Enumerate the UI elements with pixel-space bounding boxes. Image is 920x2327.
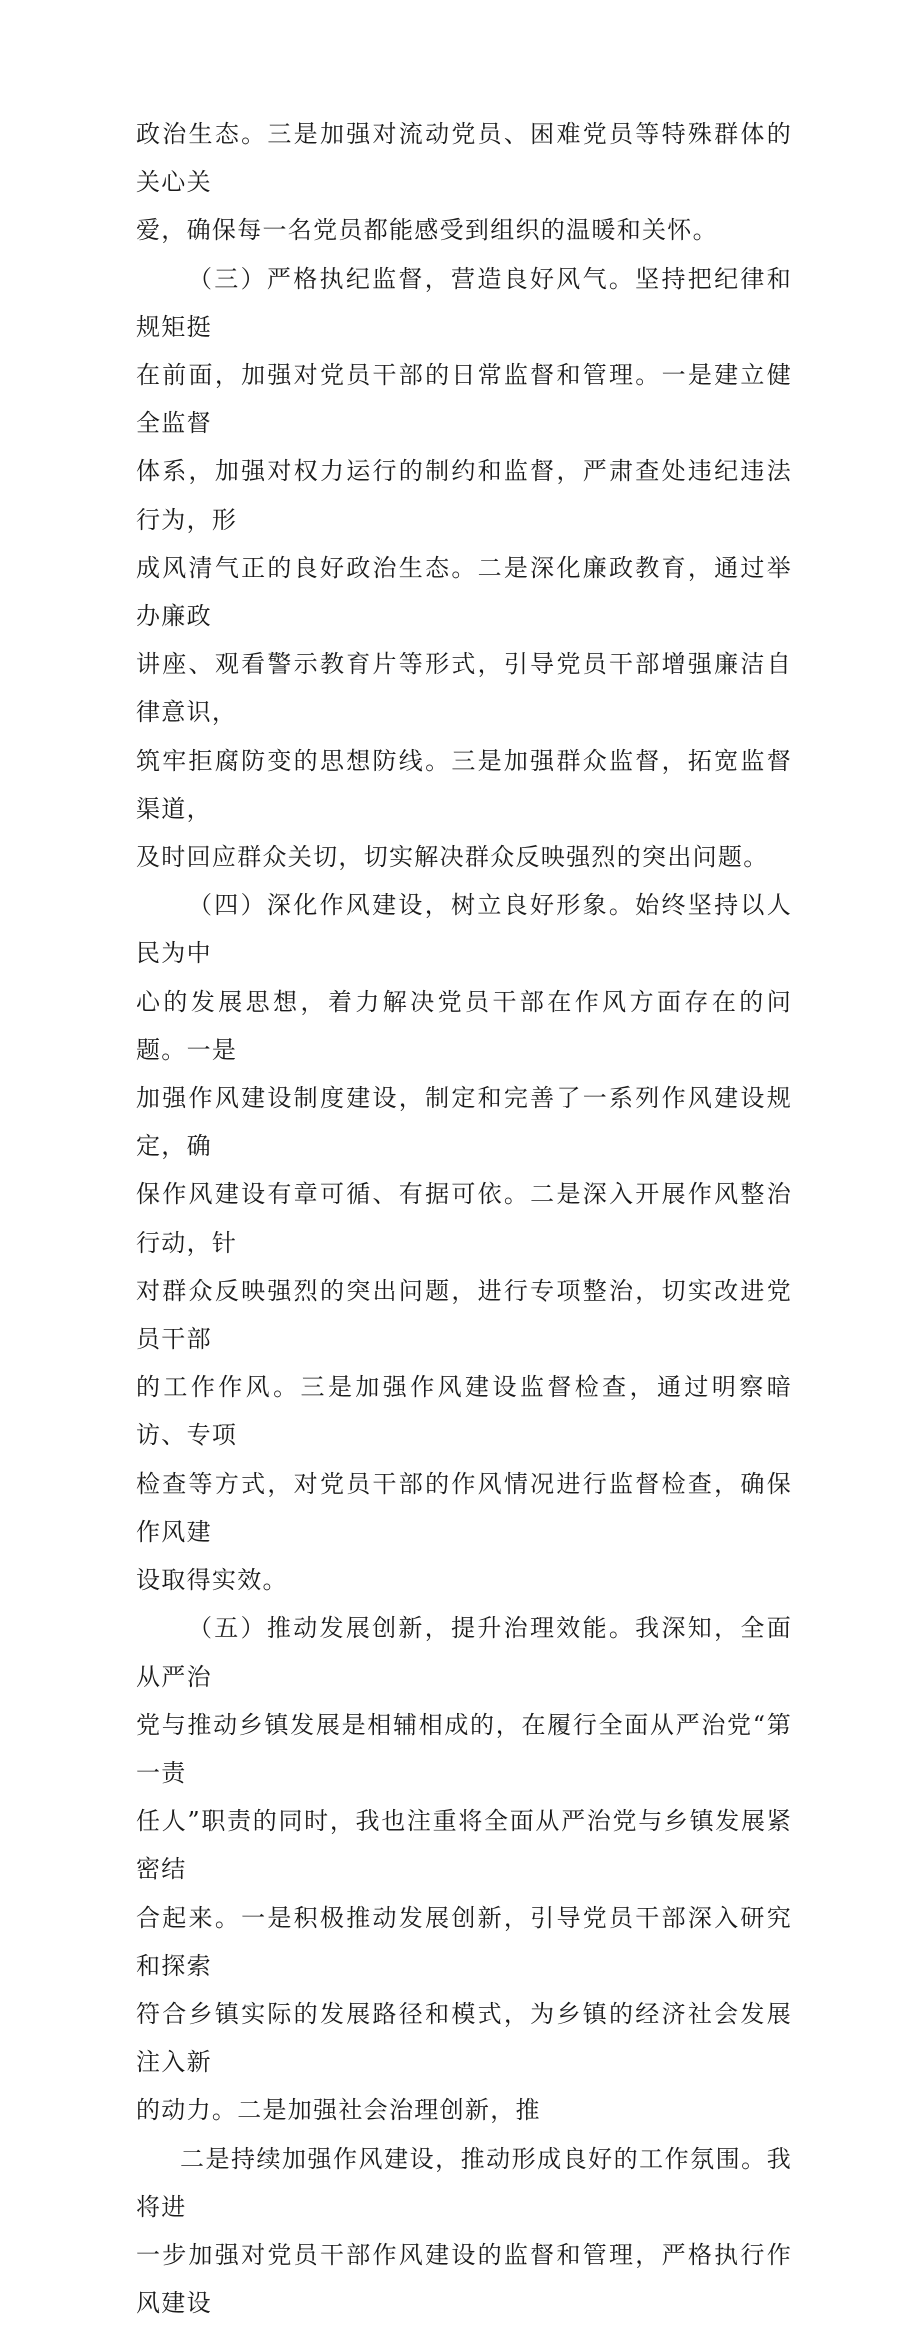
text-line: 讲座、观看警示教育片等形式，引导党员干部增强廉洁自律意识， (136, 650, 792, 727)
text-line: 爱，确保每一名党员都能感受到组织的温暖和关怀。 (136, 216, 718, 245)
paragraph-second-point (136, 2135, 792, 2327)
text-line: 一步加强对党员干部作风建设的监督和管理，严格执行作风建设 (136, 2240, 792, 2318)
paragraph-section-3 (136, 255, 792, 882)
text-line: 及时回应群众关切，切实解决群众反映强烈的突出问题。 (136, 843, 769, 872)
text-line: 党与推动乡镇发展是相辅相成的，在履行全面从严治党“第一责 (136, 1710, 792, 1787)
text-line: 设取得实效。 (136, 1566, 288, 1595)
text-line: 的动力。二是加强社会治理创新，推 (136, 2096, 541, 2125)
text-line: （四）深化作风建设，树立良好形象。始终坚持以人民为中 (136, 891, 792, 968)
text-line: 保作风建设有章可循、有据可依。二是深入开展作风整治行动，针 (136, 1180, 792, 1257)
text-line: 二是持续加强作风建设，推动形成良好的工作氛围。我将进 (136, 2144, 792, 2221)
text-line: 的工作作风。三是加强作风建设监督检查，通过明察暗访、专项 (136, 1373, 792, 1450)
paragraph-continuation (136, 110, 792, 255)
text-line: （三）严格执纪监督，营造良好风气。坚持把纪律和规矩挺 (136, 264, 792, 341)
text-line: 加强作风建设制度建设，制定和完善了一系列作风建设规定，确 (136, 1084, 792, 1161)
text-line: 在前面，加强对党员干部的日常监督和管理。一是建立健全监督 (136, 361, 792, 438)
text-line: （五）推动发展创新，提升治理效能。我深知，全面从严治 (136, 1614, 792, 1691)
paragraph-section-4 (136, 881, 792, 1604)
text-line: 心的发展思想，着力解决党员干部在作风方面存在的问题。一是 (136, 987, 792, 1064)
text-line: 检查等方式，对党员干部的作风情况进行监督检查，确保作风建 (136, 1469, 792, 1546)
text-line: 体系，加强对权力运行的制约和监督，严肃查处违纪违法行为，形 (136, 457, 792, 534)
text-line: 筑牢拒腐防变的思想防线。三是加强群众监督，拓宽监督渠道， (136, 746, 792, 823)
text-line: 对群众反映强烈的突出问题，进行专项整治，切实改进党员干部 (136, 1276, 792, 1354)
text-line: 成风清气正的良好政治生态。二是深化廉政教育，通过举办廉政 (136, 553, 792, 631)
text-line: 政治生态。三是加强对流动党员、困难党员等特殊群体的关心关 (136, 120, 792, 197)
text-line: 合起来。一是积极推动发展创新，引导党员干部深入研究和探索 (136, 1903, 792, 1980)
paragraph-section-5 (136, 1604, 792, 2134)
text-line: 任人”职责的同时，我也注重将全面从严治党与乡镇发展紧密结 (136, 1807, 792, 1884)
text-line: 符合乡镇实际的发展路径和模式，为乡镇的经济社会发展注入新 (136, 1999, 792, 2077)
